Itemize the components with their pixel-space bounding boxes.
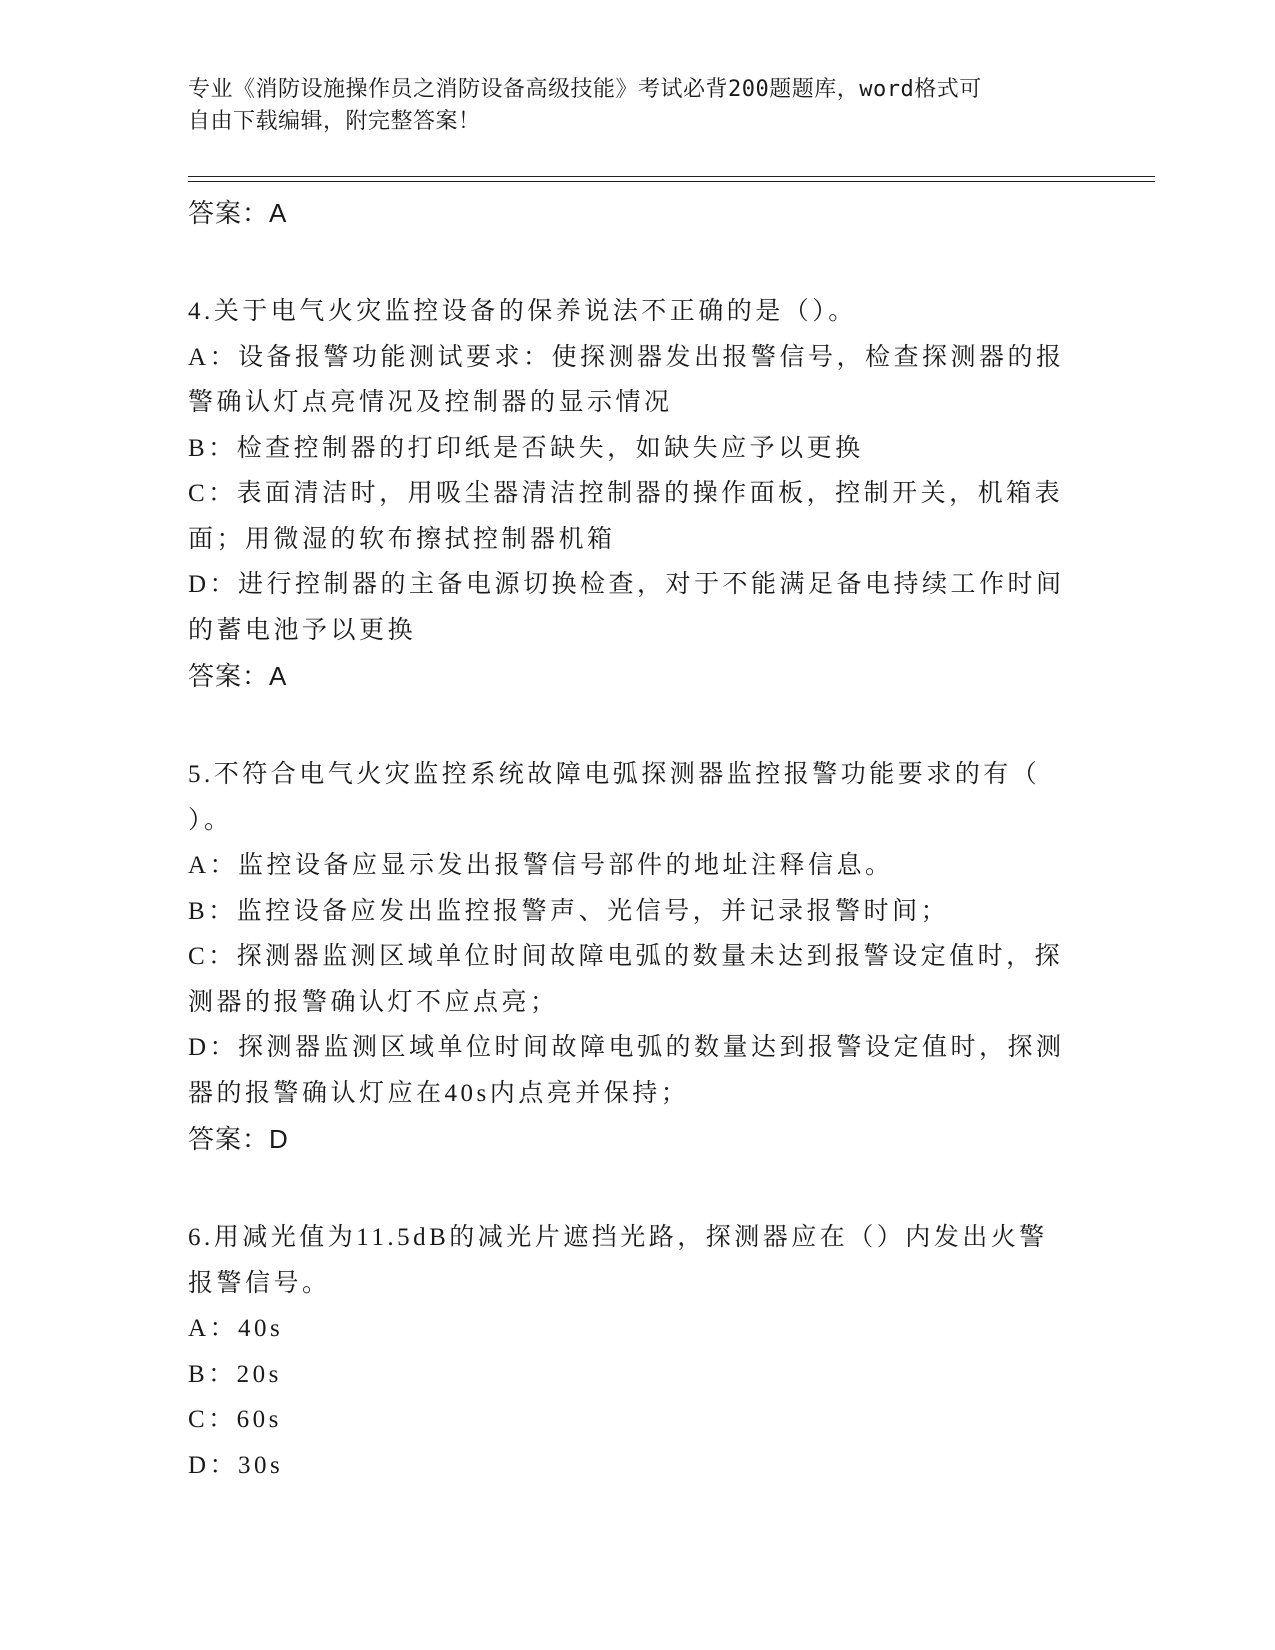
option-a <box>188 843 1068 889</box>
option-d <box>188 1025 1068 1116</box>
header-divider-top <box>188 176 1155 177</box>
option-text-line: 测器的报警确认灯不应点亮； <box>188 988 559 1016</box>
option-b <box>188 1352 1068 1398</box>
option-text-line: 面；用微湿的软布擦拭控制器机箱 <box>188 525 616 553</box>
option-d <box>188 562 1068 653</box>
option-c <box>188 1397 1068 1443</box>
option-b <box>188 426 1068 472</box>
option-text-line: A：监控设备应显示发出报警信号部件的地址注释信息。 <box>188 852 894 879</box>
option-text-line: C：探测器监测区域单位时间故障电弧的数量未达到报警设定值时，探 <box>188 943 1064 970</box>
answer-line: 答案：A <box>188 661 288 691</box>
option-text-line: C：60s <box>188 1406 282 1433</box>
header-line-1: 专业《消防设施操作员之消防设备高级技能》考试必背200题题库，word格式可 <box>188 77 982 102</box>
question-title-line: 4.关于电气火灾监控设备的保养说法不正确的是（）。 <box>188 298 857 325</box>
question-title-line: 报警信号。 <box>188 1269 331 1297</box>
header-line-2: 自由下载编辑，附完整答案！ <box>188 109 481 134</box>
option-text-line: A：40s <box>188 1315 284 1342</box>
question-block <box>188 752 1068 1162</box>
option-text-line: D：30s <box>188 1451 284 1479</box>
question-block <box>188 1215 1068 1488</box>
question-title-line: 5.不符合电气火灾监控系统故障电弧探测器监控报警功能要求的有（ <box>188 761 1041 788</box>
option-b <box>188 889 1068 935</box>
option-text-line: B：监控设备应发出监控报警声、光信号，并记录报警时间； <box>188 897 950 925</box>
option-text-line: B：检查控制器的打印纸是否缺失，如缺失应予以更换 <box>188 434 864 462</box>
option-a <box>188 1306 1068 1352</box>
question-list <box>188 188 1068 1488</box>
question-block <box>188 289 1068 699</box>
header-divider-bottom <box>188 181 1155 182</box>
option-text-line: 的蓄电池予以更换 <box>188 616 417 644</box>
option-c <box>188 471 1068 562</box>
option-text-line: B：20s <box>188 1360 282 1388</box>
option-a <box>188 335 1068 426</box>
option-text-line: A：设备报警功能测试要求：使探测器发出报警信号，检查探测器的报 <box>188 343 1065 371</box>
option-c <box>188 934 1068 1025</box>
answer-previous: 答案：A <box>188 198 288 228</box>
option-text-line: C：表面清洁时，用吸尘器清洁控制器的操作面板，控制开关，机箱表 <box>188 480 1064 507</box>
option-text-line: 警确认灯点亮情况及控制器的显示情况 <box>188 389 673 416</box>
question-title-line: ）。 <box>188 806 233 834</box>
option-d <box>188 1443 1068 1489</box>
question-title-line: 6.用减光值为11.5dB的减光片遮挡光路，探测器应在（）内发出火警 <box>188 1224 1048 1251</box>
option-text-line: D：探测器监测区域单位时间故障电弧的数量达到报警设定值时，探测 <box>188 1034 1065 1061</box>
option-text-line: D：进行控制器的主备电源切换检查，对于不能满足备电持续工作时间 <box>188 571 1065 598</box>
document-header <box>188 74 1088 138</box>
option-text-line: 器的报警确认灯应在40s内点亮并保持； <box>188 1079 690 1107</box>
answer-line: 答案：D <box>188 1124 289 1154</box>
